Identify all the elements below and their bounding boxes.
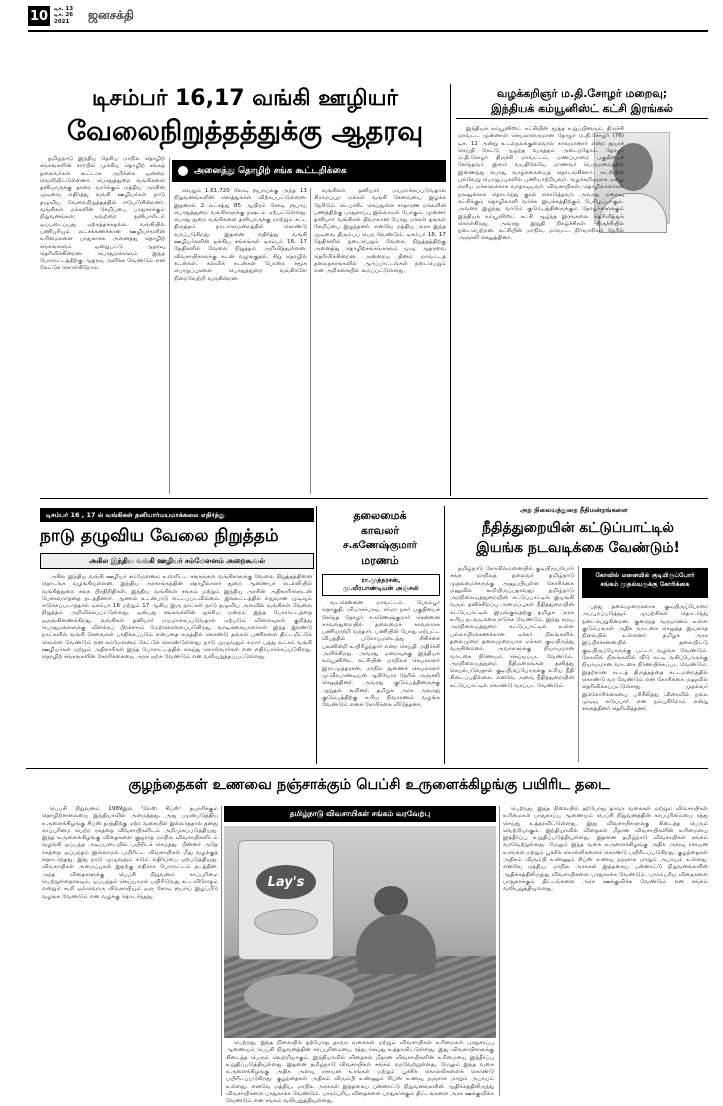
story6-headline: குழந்தைகள் உணவை நஞ்சாக்கும் பெப்சி உருளைக்கிழங்கு பயிரிட தடை xyxy=(128,777,610,793)
story4-headline-line2: காவலர் xyxy=(360,524,400,537)
story1-body-col3 xyxy=(314,188,446,494)
story6-body-col1 xyxy=(42,806,218,1096)
story5-col2-text: பத்து தலைமுறைகளாக குடியிருப்போரை அப்புறப்படுத்தும் முயற்சிகள் தொடர்ந்து நடைபெறுகின்றன. குறைந்த வருமானம் உள்ள குடும்பங்கள் அதிக வாடகை செலுத்த இயலாத நிலையில் உள்ளனர். தமிழக அரசு இப்பிரச்சனையில் தலையிட்டு குடியிருப்போருக்கு பட்டா வழங்க வேண்டும். கோவில் நிலங்களில் வீடு கட்டி வசிப்போருக்கு நியாயமான வாடகை நிர்ணயிக்கப்பட வேண்டும். இதற்கான சட்டத் திருத்தத்தை சட்டமன்றத்தில் கொண்டு வர வேண்டும் என கோரிக்கை மனுவில் தெரிவிக்கப்பட்டுள்ளது. முதல்வர் இக்கோரிக்கையை பரிசீலித்து விரைவில் நல்ல முடிவு எடுப்பார் என நம்புகிறோம் என்று சங்கத்தினர் தெரிவித்தனர். xyxy=(582,604,708,713)
column-divider xyxy=(450,84,451,496)
story2-headline xyxy=(456,86,708,116)
column-divider xyxy=(444,506,445,764)
column-divider xyxy=(578,566,579,762)
farmer-figure xyxy=(374,886,408,916)
story2-headline-line1: வழக்கறிஞர் ம.தி.சோழர் மறைவு; xyxy=(496,87,668,100)
story6-banner xyxy=(224,806,496,822)
story1-banner-text: அனைத்து தொழிற் சங்க கூட்டறிக்கை xyxy=(194,165,347,176)
story5-sidebar-label: கோவில் மனையில் குடியிருப்போர் சங்கம் முதல்வருக்கு கோரிக்கை xyxy=(582,568,708,598)
section-rule xyxy=(40,498,708,499)
story5-headline-line1: நீதித்துறையின் கட்டுப்பாட்டில் xyxy=(482,520,674,536)
masthead-rule xyxy=(28,30,708,32)
chips-packet xyxy=(238,840,334,960)
section-rule xyxy=(26,768,708,769)
story1-banner xyxy=(172,160,446,182)
story4-headline xyxy=(320,508,440,568)
story4-text: வடசென்னை மாவட்டம், பேரம்பூர் தொகுதி, வியாசர்பாடி, சர்மா நகர் பகுதியைச் சேர்ந்த தோழர் ச.கணேஷ்குமார் சென்னை காவல்துறையில் தலைமைக் காவலராக பணியாற்றி வந்தார். பணியின் போது ஏற்பட்ட விபத்தில் படுகாயமடைந்து சிகிச்சை பலனின்றி உயிரிழந்தார் என்ற செய்தி அதிர்ச்சி அளிக்கிறது. அவரது மறைவுக்கு இந்தியக் கம்யூனிஸ்ட் கட்சியின் மாநிலச் செயலாளர் இரா.முத்தரசன், மாநில துணைச் செயலாளர் மு.வீரபாண்டியன் ஆகியோர் நேரில் அஞ்சலி செலுத்தினர். அவரது குடும்பத்தினருக்கு ஆறுதல் கூறினர். தமிழக அரசு அவரது குடும்பத்திற்கு உரிய நிவாரணம் வழங்க வேண்டும் எனக் கோரிக்கை விடுத்தனர். xyxy=(322,600,440,709)
chips-visual xyxy=(254,909,318,935)
story6-photo-caption xyxy=(226,1040,494,1105)
column-divider xyxy=(310,188,311,494)
story1-headline-line1: டிசம்பர் 16,17 வங்கி ஊழியர் xyxy=(92,86,398,111)
lays-logo-text: Lay's xyxy=(267,874,305,890)
photo-float xyxy=(624,126,708,230)
column-divider xyxy=(169,158,170,494)
date-block xyxy=(54,6,73,25)
farmer-body xyxy=(356,914,436,974)
story3-body xyxy=(42,574,312,762)
column-divider xyxy=(316,506,317,764)
year: 2021 xyxy=(54,18,70,25)
story5-headline-line2: இயங்க நடவடிக்கை வேண்டும்! xyxy=(476,540,680,556)
story2-body xyxy=(458,126,708,494)
story2-rule xyxy=(456,118,708,119)
story6-banner-text: தமிழ்நாடு விவசாயிகள் சங்கம் வரவேற்பு xyxy=(289,809,431,818)
story3-banner-text: அகில இந்திய வங்கி ஊழியர் சம்மேளனம் அறைகூவல் xyxy=(88,556,266,565)
story6-col3-text: பெற்றது. இந்த நிலையில் தற்போது தாவர வகைகள் மற்றும் விவசாயிகள் உரிமைகள் பாதுகாப்பு ஆணையம் பெப்சி நிறுவனத்தின் காப்புரிமையை ரத்து செய்து உத்தரவிட்டுள்ளது. இது விவசாயிகளுக்கு கிடைத்த பெரும் வெற்றியாகும். இந்தியாவில் விதைகள் மீதான விவசாயிகளின் உரிமையை இத்தீர்ப்பு உறுதிப்படுத்தியுள்ளது. இதனை தமிழ்நாடு விவசாயிகள் சங்கம் வரவேற்றுள்ளது. மேலும் இந்த வகை உருளைக்கிழங்கு அதிக அளவு ரசாயன உரங்கள் மற்றும் பூச்சிக் கொல்லிகளைக் கொண்டு பயிரிடப்படுகிறது. குழந்தைகள் அதிகம் விரும்பி உண்ணும் சிப்ஸ் உணவு நஞ்சாக மாறும் அபாயம் உள்ளது. எனவே மத்திய, மாநில அரசுகள் இத்தகைய பன்னாட்டு நிறுவனங்களின் ஆதிக்கத்திலிருந்து விவசாயிகளை பாதுகாக்க வேண்டும். பாரம்பரிய விதைகளை பாதுகாக்கும் திட்டங்களை அரசு ஊக்குவிக்க வேண்டும் என சங்கம் வலியுறுத்தியுள்ளது. xyxy=(503,806,708,893)
story1-col2-text: வெறும் 1,61,720 கோடி ரூபாய்க்கு அந்த 13 நிறுவனங்களின் சொத்துக்கள் விற்கப்பட்டுள்ளன. இதனால் 2 லட்சத்து 85 ஆயிரம் கோடி ரூபாய் பொதுத்துறை வங்கிகளுக்கு நஷ்டம் ஏற்பட்டுள்ளது. பொது துறை வங்கிகளை தனியாருக்கு மாற்றும் சட்ட திருத்தம் நாடாளுமன்றத்தில் கொண்டு வரப்படுகிறது. இதனை எதிர்த்து வங்கி ஊழியர்களின் ஐக்கிய சங்கங்கள் டிசம்பர் 16, 17 தேதிகளில் வேலை நிறுத்தம் அறிவித்துள்ளன. விவசாயிகளுக்கு கடன் வழங்குதல், சிறு தொழில் கடன்கள், கல்விக் கடன்கள் போன்ற சமூக பொறுப்புகளை பொதுத்துறை வங்கிகளே நிறைவேற்றி வருகின்றன. xyxy=(174,188,307,282)
story2-headline-line2: இந்தியக் கம்யூனிஸ்ட் கட்சி இரங்கல் xyxy=(491,102,673,115)
story3-headline: நாடு தழுவிய வேலை நிறுத்தம் xyxy=(40,526,279,546)
story4-headline-line3: ச.கணேஷ்குமார் xyxy=(342,540,418,551)
story1-col3-text: வங்கிகள் தனியார் மயமாக்கப்படுவதால் கிராமப்புற மக்கள் வங்கி சேவையை இழக்க நேரிடும். டெபாசிட் செய்துள்ள சாதாரண மக்களின் பணத்திற்கு பாதுகாப்பு இல்லாமல் போகும். முன்னர் தனியார் வங்கிகள் திவாலான போது மக்கள் தங்கள் சேமிப்பை இழந்தனர். எனவே மத்திய அரசு இந்த முடிவை திரும்பப் பெற வேண்டும். டிசம்பர் 16, 17 தேதிகளில் நடைபெறும் வேலை நிறுத்தத்திற்கு அனைத்து தொழிற்சங்கங்களும் முழு ஆதரவை தெரிவிக்கின்றன. அன்றைய தினம் மாவட்டத் தலைநகரங்களில் ஆர்ப்பாட்டங்கள் நடைபெறும் என அறிக்கையில் கூறப்பட்டுள்ளது. xyxy=(314,188,446,275)
story1-body-col2 xyxy=(174,188,307,494)
story3-kicker-text: டிசம்பர் 16 , 17 ல் வங்கிகள் தனியார்மயமாக்கலை எதிர்த்து xyxy=(46,510,225,519)
farm-photo xyxy=(224,826,496,1038)
story1-col1-text: தமிழ்நாடு இந்திய தேசிய மாநில தொழிற் சங்கங்களின் சார்பில் முக்கிய தொழிற் சங்கத் தலைவர்கள் கூட்டாக அறிக்கை ஒன்றை வெளியிட்டுள்ளனர். பொதுத்துறை வங்கிகளை தனியாருக்கு தாரை வார்க்கும் மத்திய அரசின் முடிவை எதிர்த்து வங்கி ஊழியர்கள் நாடு தழுவிய வேலைநிறுத்தத்தில் ஈடுபடுகின்றனர். வங்கிகள் மக்களின் சேமிப்பை பாதுகாக்கும் நிறுவனங்கள்; அவற்றை தனியாரிடம் ஒப்படைப்பது ஏற்கத்தக்கதல்ல. வங்கியில் பணிபுரியும் லட்சக்கணக்கான ஊழியர்களின் உரிமைகளை பாதுகாக்க அனைத்து தொழிற் சங்கங்களும் ஒன்றுபட்டு ஆதரவு தெரிவிக்கின்றன. பொதுமக்களும் இந்த போராட்டத்திற்கு ஆதரவு அளிக்க வேண்டும் என கேட்டுக் கொள்கிறோம். xyxy=(40,156,165,272)
story1-headline xyxy=(50,84,440,150)
story4-headline-line1: தலைமைக் xyxy=(353,509,407,522)
bullet-icon xyxy=(178,166,188,176)
date-line1: டிச. 13 xyxy=(54,6,74,12)
story3-banner xyxy=(40,553,314,569)
story6-col1-text: பெப்சி நிறுவனம் 1989இல் 'லேஸ் சிப்ஸ்' தயாரிக்கும் தொழிற்சாலையை இந்தியாவில் அமைத்தது. அது பயன்படுத்திய உருளைக்கிழங்கு சிப்ஸ் தரத்திற்கு ஏற்ற வகையில் இல்லாததால் தனது காப்புரிமை பெற்ற ரகத்தை விவசாயிகளிடம் அறிமுகப்படுத்தியது. இந்த உருளைக்கிழங்கு விதைகளை குஜராத் மாநில விவசாயிகளிடம் வழங்கி ஒப்பந்த அடிப்படையில் பயிரிடச் செய்தது. பின்னர் அதே ரகத்தை ஒப்பந்தம் இல்லாமல் பயிரிட்ட விவசாயிகள் மீது வழக்குத் தொடர்ந்தது. இது நாடு முழுவதும் கடும் எதிர்ப்பை ஏற்படுத்தியது. விவசாயிகள் அமைப்புகள் இதற்கு எதிராக போராட்டம் நடத்தின. அந்த விதைகளுக்கு பெப்சி நிறுவனம் காப்புரிமை பெற்றுள்ளதாகவும், ஒப்பந்தம் செய்யாமல் பயிரிடுவது சட்டவிரோதம் என்றும் கூறி ஒவ்வொரு விவசாயியும் ஒரு கோடி ரூபாய் இழப்பீடு வழங்க வேண்டும் என வழக்கு தொடர்ந்தது. xyxy=(42,806,218,900)
story6-body-col3 xyxy=(503,806,708,1096)
story5-body-col1 xyxy=(450,566,574,762)
story4-headline-line4: மரணம் xyxy=(361,554,399,567)
page-number: 10 xyxy=(28,6,50,26)
column-divider xyxy=(499,806,500,1096)
story5-col1-text: தமிழ்நாடு கோவில்மனையில் குடியிருப்போர் சங்க மாநிலத் தலைவர் தமிழ்நாடு முதலமைச்சருக்கு அனுப்பியுள்ள கோரிக்கை மனுவில் கூறியிருப்பதாவது: தமிழ்நாடு அறநிலையத்துறையின் கட்டுப்பாட்டில் இயங்கி வரும் தனிச்சிறப்பு அமைப்புகள் நீதித்துறையின் கட்டுப்பாட்டில் இயங்குவதற்கு தமிழக அரசு உரிய நடவடிக்கை எடுக்க வேண்டும். இந்து சமய அறநிலையத்துறை கட்டுப்பாட்டில் உள்ள பல்லாயிரக்கணக்கான ஏக்கர் நிலங்களில் தலைமுறை தலைமுறையாக மக்கள் குடியிருந்து வருகின்றனர். அவர்களுக்கு நியாயமான வாடகை நிர்ணயம் செய்யப்பட வேண்டும். அறநிலையத்துறை நீதிமன்றங்கள் தனித்து செயல்படுவதால் குடியிருப்போருக்கு உரிய நீதி கிடைப்பதில்லை. எனவே அவை நீதித்துறையின் கட்டுப்பாட்டில் கொண்டு வரப்பட வேண்டும். xyxy=(450,566,574,689)
lays-logo xyxy=(256,865,316,899)
story1-headline-line2: வேலைநிறுத்தத்துக்கு ஆதரவு xyxy=(66,116,424,147)
story6-caption-text: பெற்றது. இந்த நிலையில் தற்போது தாவர வகைகள் மற்றும் விவசாயிகள் உரிமைகள் பாதுகாப்பு ஆணையம் பெப்சி நிறுவனத்தின் காப்புரிமையை ரத்து செய்து உத்தரவிட்டுள்ளது. இது விவசாயிகளுக்கு கிடைத்த பெரும் வெற்றியாகும். இந்தியாவில் விதைகள் மீதான விவசாயிகளின் உரிமையை இத்தீர்ப்பு உறுதிப்படுத்தியுள்ளது. இதனை தமிழ்நாடு விவசாயிகள் சங்கம் வரவேற்றுள்ளது. மேலும் இந்த வகை உருளைக்கிழங்கு அதிக அளவு ரசாயன உரங்கள் மற்றும் பூச்சிக் கொல்லிகளைக் கொண்டு பயிரிடப்படுகிறது. குழந்தைகள் அதிகம் விரும்பி உண்ணும் சிப்ஸ் உணவு நஞ்சாக மாறும் அபாயம் உள்ளது. எனவே மத்திய, மாநில அரசுகள் இத்தகைய பன்னாட்டு நிறுவனங்களின் ஆதிக்கத்திலிருந்து விவசாயிகளை பாதுகாக்க வேண்டும். பாரம்பரிய விதைகளை பாதுகாக்கும் திட்டங்களை அரசு ஊக்குவிக்க வேண்டும் என சங்கம் வலியுறுத்தியுள்ளது. xyxy=(226,1040,494,1105)
column-divider xyxy=(221,806,222,1096)
masthead xyxy=(28,6,708,28)
paper-name: ஜனசக்தி xyxy=(88,8,134,22)
story3-kicker xyxy=(40,508,314,522)
story5-headline xyxy=(448,518,708,558)
story4-byline: ரா.முத்தரசன், மு.வீரபாண்டியன் அஞ்சலி xyxy=(322,574,440,596)
story3-text: அகில இந்திய வங்கி ஊழியர் சம்மேளனம் உள்ளிட்ட சங்கங்கள் வங்கிகளுக்கு வேலை நிறுத்தத்தினை தொடங்க வழங்கியுள்ளன. இந்திய அரசாங்கத்தின் தொழிலாளர் துறை ஆணையர் டெல்லியில் வங்கித்துறை சங்க பிரதிநிதிகள், இந்திய வங்கிகள் சங்கம் மற்றும் இந்திய அரசின் அதிகாரிகளுடன் பேச்சுவார்த்தை நடத்தினார். ஆனால் உடன்பாடு எட்டப்படவில்லை. இக்கூட்டத்தில் எதுவான முடிவும் எடுக்கப்படாததால் டிசம்பர் 16 மற்றும் 17 ஆகிய இரு நாட்கள் நாடு தழுவிய அளவில் வங்கிகள் வேலை நிறுத்தம் அறிவிக்கப்பட்டுள்ளது. ஒன்பது சங்கங்களின் ஐக்கிய மன்றம் இந்த போராட்டத்தை ஒருங்கிணைக்கிறது. வங்கிகள் தனியார் மயமாக்கப்படுவதால் ஏற்படும் விளைவுகள் குறித்து பொதுமக்களுக்கு விளக்கப் பிரச்சாரம் மேற்கொள்ளப்படுகிறது. வாடிக்கையாளர்கள் இந்த இரண்டு நாட்களில் வங்கி சேவைகள் பாதிக்கப்படும் என்பதை கருத்தில் கொண்டு தங்கள் பணிகளை திட்டமிட்டுக் கொள்ள வேண்டும் என சம்மேளனம் கேட்டுக் கொண்டுள்ளது. நாடு முழுவதும் சுமார் பத்து லட்சம் வங்கி ஊழியர்கள் மற்றும் அதிகாரிகள் இந்த போராட்டத்தில் கலந்து கொள்வார்கள் என எதிர்பார்க்கப்படுகிறது. தொழிற் சங்கங்களின் கோரிக்கையை அரசு ஏற்க வேண்டும் என வலியுறுத்தப்பட்டுள்ளது. xyxy=(42,574,312,661)
potato-pile xyxy=(244,974,354,1018)
date-line2: டிச. 26 xyxy=(54,12,74,19)
story1-body-col1 xyxy=(40,156,165,494)
story5-kicker: அற நிலையத்துறை நீதிமன்றங்களை xyxy=(520,506,628,514)
story4-body xyxy=(322,600,440,762)
story2-text: இந்தியக் கம்யூனிஸ்ட் கட்சியின் மூத்த உறுப்பினரும், திருச்சி மாவட்ட முன்னாள் செயலாளருமான தோழர் ம.தி.சோழர் (76) டிச. 12 அன்று உடல்நலக்குறைவால் காலமானார் என்ற துயரச் செய்தி கேட்டு ஆழ்ந்த வருத்தம் அடைந்தோம். தோழர் ம.தி.சோழர் திருச்சி மாவட்டம், மணப்பாறை பகுதியைச் சேர்ந்தவர். இளம் வயதிலேயே மாணவர் பெருமன்றத்தில் இணைந்து பொது வாழ்க்கையைத் தொடங்கினார். கட்சியின் பல்வேறு பொறுப்புகளில் பணியாற்றியவர். வழக்கறிஞராக ஏழை எளிய மக்களுக்காக வாதாடியவர். விவசாயிகள், தொழிலாளர்கள் நலனுக்காக தொடர்ந்து குரல் கொடுத்தவர். அவரது மறைவு கட்சிக்கும் தொழிலாளி வர்க்க இயக்கத்திற்கும் பேரிழப்பாகும். அவரை இழந்து வாடும் குடும்பத்தினருக்கும் தோழர்களுக்கும் இந்தியக் கம்யூனிஸ்ட் கட்சி ஆழ்ந்த இரங்கலை தெரிவித்துக் கொள்கிறது. அவரது இறுதி நிகழ்ச்சிகள் திருச்சியில் நடைபெற்றன. கட்சியின் மாநில, மாவட்ட நிர்வாகிகள் நேரில் அஞ்சலி செலுத்தினர். xyxy=(458,126,624,242)
story5-body-col2 xyxy=(582,604,708,762)
